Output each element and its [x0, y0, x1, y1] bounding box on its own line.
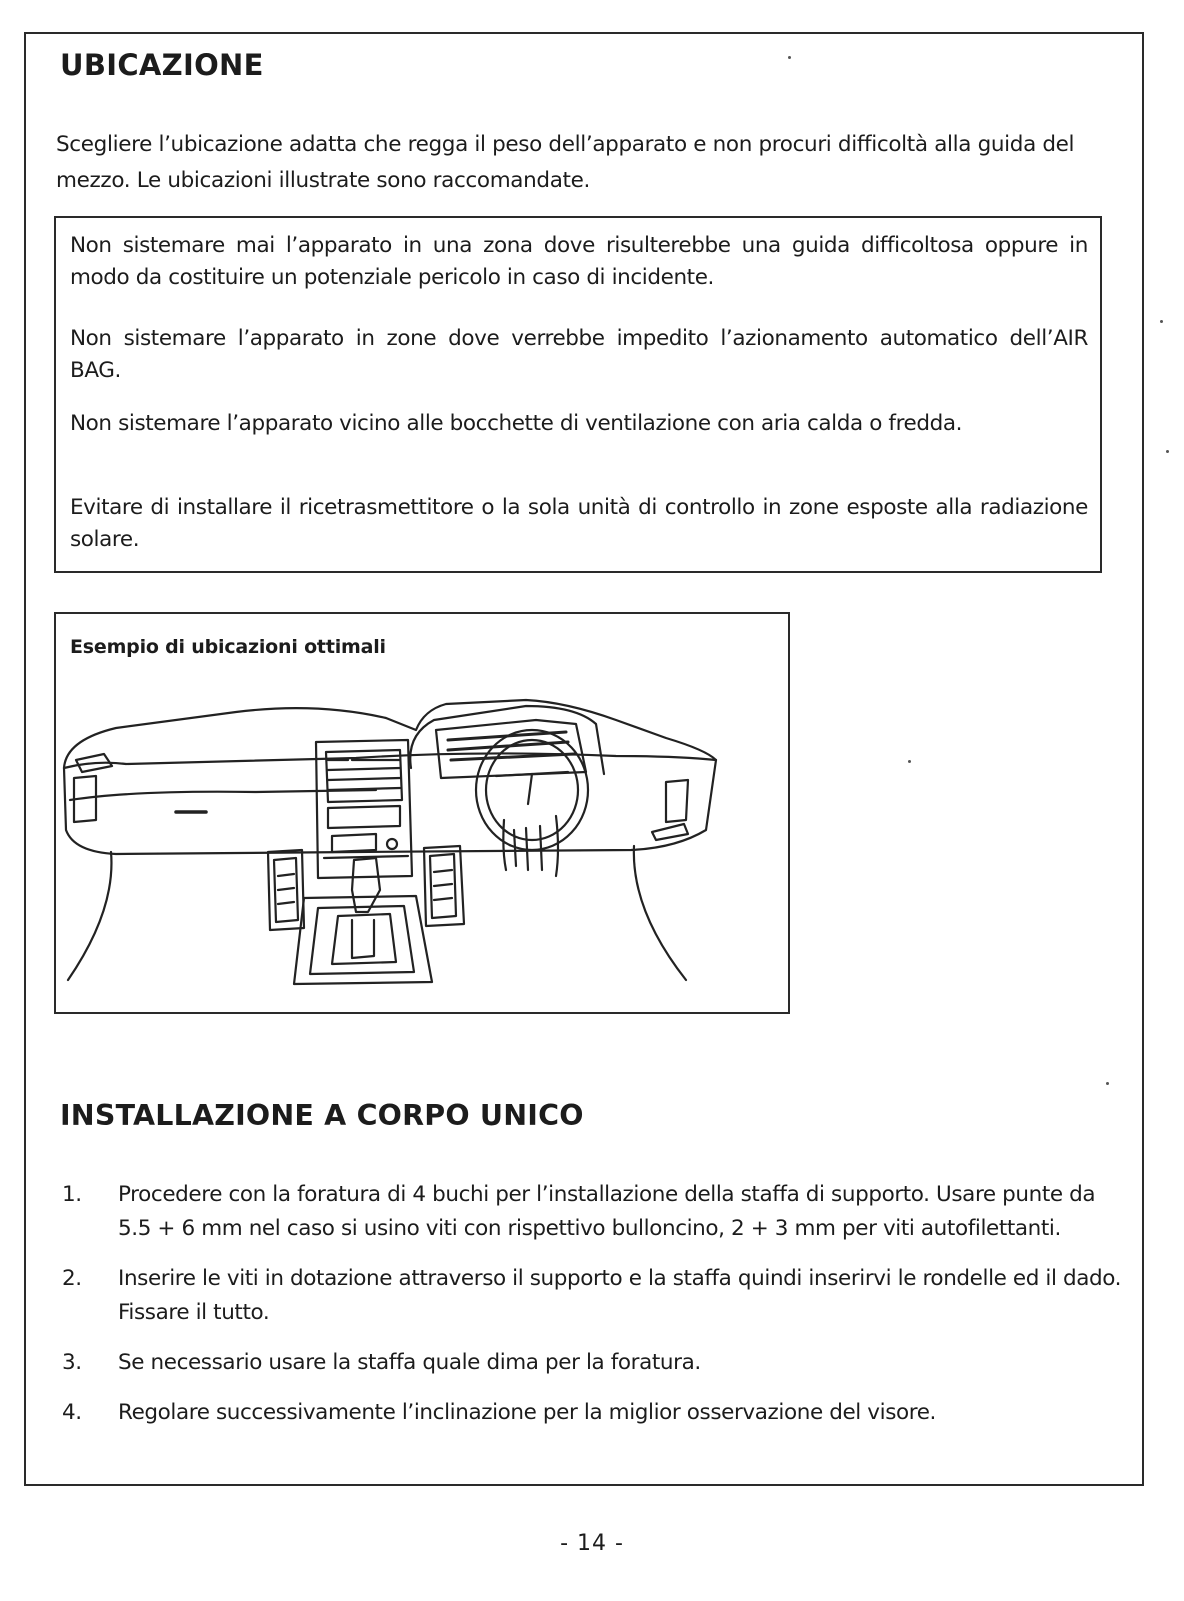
- dashboard-illustration: [56, 680, 776, 1000]
- section-title-installazione: INSTALLAZIONE A CORPO UNICO: [60, 1099, 584, 1132]
- step-text: Procedere con la foratura di 4 buchi per l’installazione della staffa di supporto. Usare punte da 5.5 + 6 mm nel caso si usino viti con rispettivo bulloncino, 2 + 3 mm per viti autofilettanti.: [118, 1182, 1096, 1241]
- scan-speck: [1160, 320, 1163, 323]
- list-item: [62, 1262, 1124, 1330]
- step-number: 3.: [62, 1350, 82, 1375]
- list-item: [62, 1178, 1124, 1246]
- scan-speck: [1106, 1082, 1109, 1085]
- figure-title: Esempio di ubicazioni ottimali: [70, 636, 386, 658]
- scan-speck: [1166, 450, 1169, 453]
- steps-list: [62, 1178, 1124, 1446]
- step-number: 4.: [62, 1400, 82, 1425]
- warning-2: Non sistemare l’apparato in zone dove verrebbe impedito l’azionamento automatico dell’AIR BAG.: [70, 326, 1088, 383]
- step-number: 2.: [62, 1266, 82, 1291]
- intro-paragraph: Scegliere l’ubicazione adatta che regga il peso dell’apparato e non procuri difficoltà alla guida del mezzo. Le ubicazioni illustrate sono raccomandate.: [56, 132, 1075, 193]
- list-item: [62, 1346, 1124, 1380]
- scan-speck: [788, 56, 791, 59]
- list-item: [62, 1396, 1124, 1430]
- scan-speck: [908, 760, 911, 763]
- step-number: 1.: [62, 1182, 82, 1207]
- step-text: Regolare successivamente l’inclinazione per la miglior osservazione del visore.: [118, 1400, 936, 1425]
- page-number: - 14 -: [560, 1531, 624, 1556]
- warning-3: Non sistemare l’apparato vicino alle bocchette di ventilazione con aria calda o fredda.: [70, 411, 963, 436]
- warning-4: Evitare di installare il ricetrasmettitore o la sola unità di controllo in zone esposte alla radiazione solare.: [70, 495, 1088, 552]
- section-title-ubicazione: UBICAZIONE: [60, 48, 264, 82]
- warning-1: Non sistemare mai l’apparato in una zona dove risulterebbe una guida difficoltosa oppure in modo da costituire un potenziale pericolo in caso di incidente.: [70, 233, 1088, 290]
- step-text: Inserire le viti in dotazione attraverso il supporto e la staffa quindi inserirvi le rondelle ed il dado. Fissare il tutto.: [118, 1266, 1122, 1325]
- step-text: Se necessario usare la staffa quale dima per la foratura.: [118, 1350, 701, 1375]
